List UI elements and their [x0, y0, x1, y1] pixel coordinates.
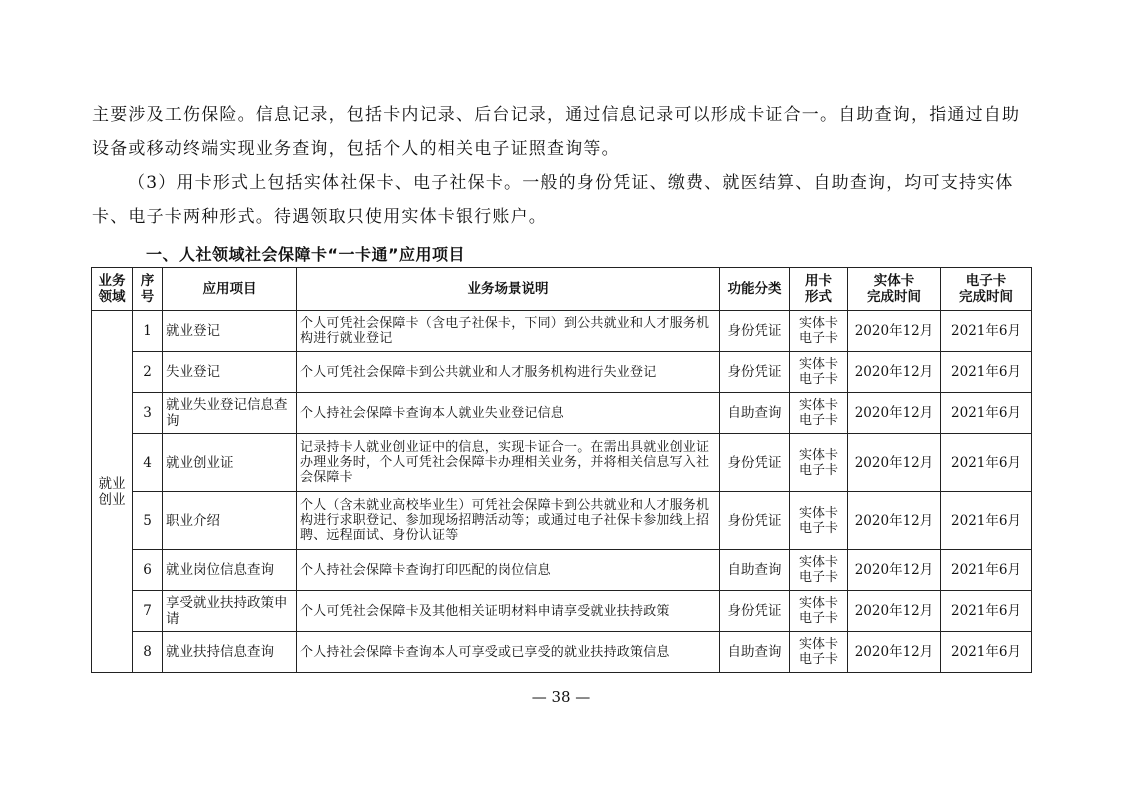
project-cell: 失业登记 — [163, 352, 297, 393]
electronic-date-cell: 2021年6月 — [941, 550, 1032, 591]
project-cell: 享受就业扶持政策申请 — [163, 591, 297, 632]
body-paragraph: 主要涉及工伤保险。信息记录，包括卡内记录、后台记录，通过信息记录可以形成卡证合一。自助查询，指通过自助设备或移动终端实现业务查询，包括个人的相关电子证照查询等。 — [92, 105, 1021, 159]
project-cell: 就业岗位信息查询 — [163, 550, 297, 591]
header-physical-date: 实体卡 完成时间 — [848, 268, 941, 311]
card-form-cell: 实体卡 电子卡 — [790, 591, 848, 632]
page-number: — 38 — — [531, 688, 591, 706]
scenario-cell: 记录持卡人就业创业证中的信息，实现卡证合一。在需出具就业创业证办理业务时，个人可凭社会保障卡办理相关业务，并将相关信息写入社会保障卡 — [297, 434, 720, 492]
table-row — [92, 632, 1032, 673]
electronic-date-cell: 2021年6月 — [941, 352, 1032, 393]
row-number: 6 — [133, 550, 163, 591]
application-table — [91, 267, 1032, 673]
header-scenario: 业务场景说明 — [297, 268, 720, 311]
business-area-cell: 就业 创业 — [92, 311, 133, 673]
physical-date-cell: 2020年12月 — [848, 434, 941, 492]
card-form-cell: 实体卡 电子卡 — [790, 492, 848, 550]
function-cell: 自助查询 — [720, 632, 790, 673]
physical-date-cell: 2020年12月 — [848, 393, 941, 434]
table-row — [92, 492, 1032, 550]
function-cell: 身份凭证 — [720, 352, 790, 393]
electronic-date-cell: 2021年6月 — [941, 434, 1032, 492]
scenario-cell: 个人可凭社会保障卡到公共就业和人才服务机构进行失业登记 — [297, 352, 720, 393]
scenario-cell: 个人持社会保障卡查询本人就业失业登记信息 — [297, 393, 720, 434]
table-row — [92, 550, 1032, 591]
physical-date-cell: 2020年12月 — [848, 311, 941, 352]
table-header-row — [92, 268, 1032, 311]
project-cell: 就业登记 — [163, 311, 297, 352]
card-form-cell: 实体卡 电子卡 — [790, 393, 848, 434]
scenario-cell: 个人（含未就业高校毕业生）可凭社会保障卡到公共就业和人才服务机构进行求职登记、参加现场招聘活动等；或通过电子社保卡参加线上招聘、远程面试、身份认证等 — [297, 492, 720, 550]
card-form-cell: 实体卡 电子卡 — [790, 550, 848, 591]
section-title: 一、人社领域社会保障卡“一卡通”应用项目 — [146, 245, 466, 264]
header-electronic-date: 电子卡 完成时间 — [941, 268, 1032, 311]
table-row — [92, 352, 1032, 393]
physical-date-cell: 2020年12月 — [848, 591, 941, 632]
row-number: 7 — [133, 591, 163, 632]
row-number: 3 — [133, 393, 163, 434]
row-number: 5 — [133, 492, 163, 550]
function-cell: 身份凭证 — [720, 492, 790, 550]
header-no: 序 号 — [133, 268, 163, 311]
physical-date-cell: 2020年12月 — [848, 352, 941, 393]
project-cell: 职业介绍 — [163, 492, 297, 550]
electronic-date-cell: 2021年6月 — [941, 311, 1032, 352]
card-form-cell: 实体卡 电子卡 — [790, 632, 848, 673]
header-project: 应用项目 — [163, 268, 297, 311]
table-row — [92, 311, 1032, 352]
row-number: 1 — [133, 311, 163, 352]
project-cell: 就业扶持信息查询 — [163, 632, 297, 673]
row-number: 8 — [133, 632, 163, 673]
row-number: 2 — [133, 352, 163, 393]
function-cell: 自助查询 — [720, 550, 790, 591]
electronic-date-cell: 2021年6月 — [941, 632, 1032, 673]
electronic-date-cell: 2021年6月 — [941, 393, 1032, 434]
card-form-cell: 实体卡 电子卡 — [790, 434, 848, 492]
table-row — [92, 591, 1032, 632]
electronic-date-cell: 2021年6月 — [941, 492, 1032, 550]
physical-date-cell: 2020年12月 — [848, 492, 941, 550]
function-cell: 自助查询 — [720, 393, 790, 434]
header-function: 功能分类 — [720, 268, 790, 311]
function-cell: 身份凭证 — [720, 311, 790, 352]
table-row — [92, 434, 1032, 492]
scenario-cell: 个人持社会保障卡查询打印匹配的岗位信息 — [297, 550, 720, 591]
card-form-cell: 实体卡 电子卡 — [790, 352, 848, 393]
scenario-cell: 个人可凭社会保障卡（含电子社保卡，下同）到公共就业和人才服务机构进行就业登记 — [297, 311, 720, 352]
project-cell: 就业失业登记信息查询 — [163, 393, 297, 434]
row-number: 4 — [133, 434, 163, 492]
physical-date-cell: 2020年12月 — [848, 550, 941, 591]
table-row — [92, 393, 1032, 434]
card-form-cell: 实体卡 电子卡 — [790, 311, 848, 352]
function-cell: 身份凭证 — [720, 591, 790, 632]
electronic-date-cell: 2021年6月 — [941, 591, 1032, 632]
header-area: 业务 领域 — [92, 268, 133, 311]
body-paragraph: （3）用卡形式上包括实体社保卡、电子社保卡。一般的身份凭证、缴费、就医结算、自助查询，均可支持实体卡、电子卡两种形式。待遇领取只使用实体卡银行账户。 — [92, 173, 1014, 227]
header-card-form: 用卡 形式 — [790, 268, 848, 311]
project-cell: 就业创业证 — [163, 434, 297, 492]
function-cell: 身份凭证 — [720, 434, 790, 492]
scenario-cell: 个人可凭社会保障卡及其他相关证明材料申请享受就业扶持政策 — [297, 591, 720, 632]
scenario-cell: 个人持社会保障卡查询本人可享受或已享受的就业扶持政策信息 — [297, 632, 720, 673]
physical-date-cell: 2020年12月 — [848, 632, 941, 673]
